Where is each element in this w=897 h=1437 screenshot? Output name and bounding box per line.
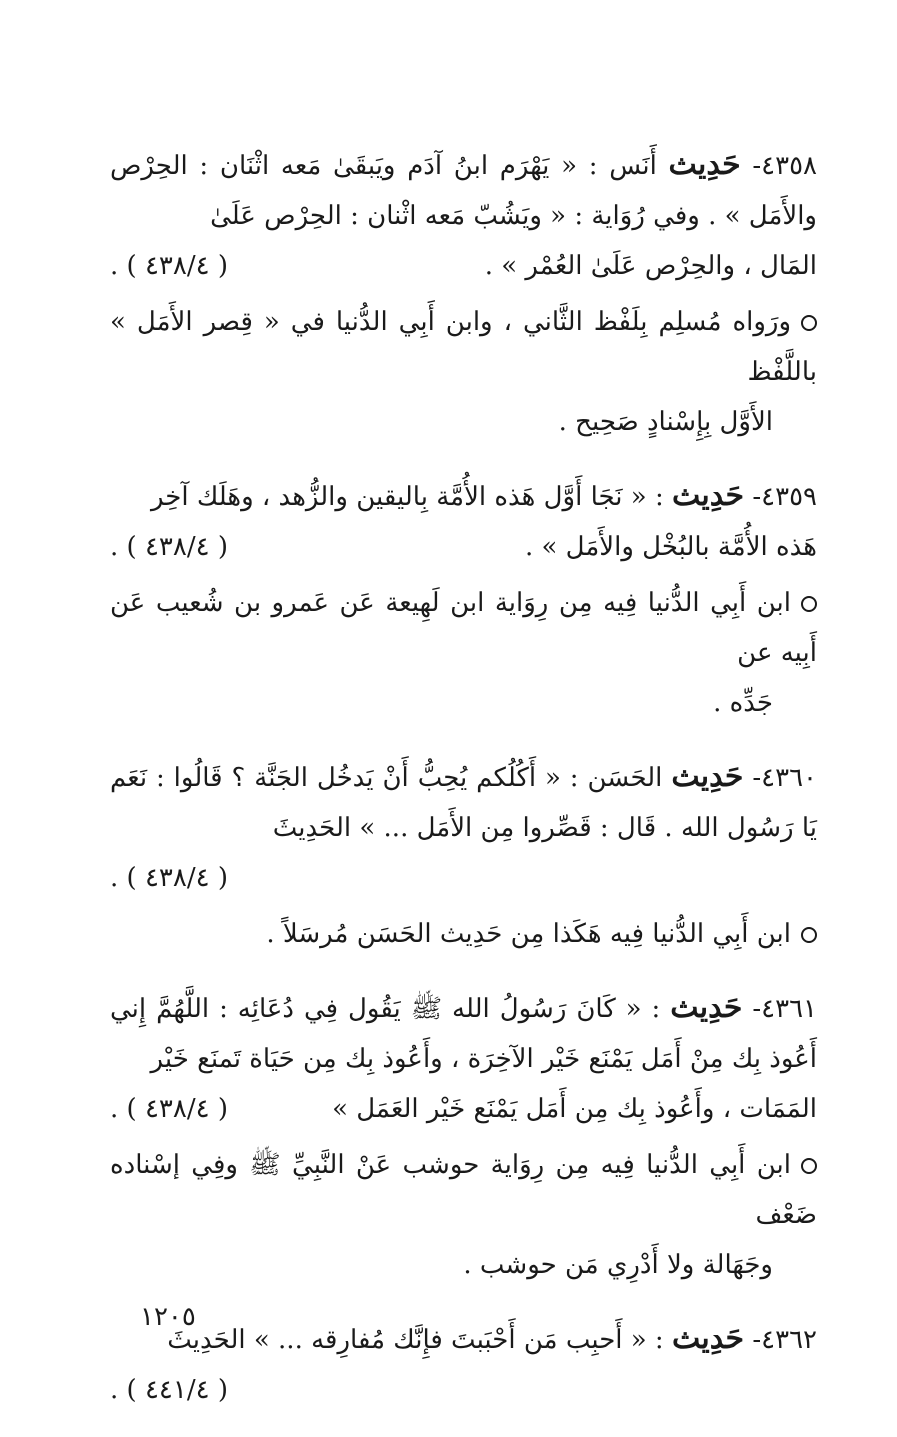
hadith-entry-4358 (110, 140, 817, 447)
note-line: جَدِّه . (713, 688, 773, 718)
takhrij-note (110, 578, 817, 728)
volume-page-reference: ( ٤٣٨/٤ ) . (110, 532, 228, 562)
hadith-number: ٤٣٦٠- (752, 763, 817, 793)
hadith-entry-4359 (110, 471, 817, 728)
note-line: وجَهَالة ولا أَدْرِي مَن حوشب . (463, 1250, 773, 1280)
hadith-last-line (110, 1365, 817, 1415)
hadith-number: ٤٣٦١- (752, 994, 818, 1024)
volume-page-reference: ( ٤٣٨/٤ ) . (110, 251, 228, 281)
takhrij-note (110, 909, 817, 959)
circle-bullet-icon (801, 596, 817, 612)
hadith-entry-4362 (110, 1314, 817, 1415)
hadith-line: الحَسَن : « أَكُلُكم يُحِبُّ أَنْ يَدخُل الجَنَّة ؟ (231, 763, 663, 793)
hadith-keyword: حَدِيث (671, 759, 744, 794)
hadith-entry-4361 (110, 983, 817, 1290)
circle-bullet-icon (801, 315, 817, 331)
hadith-keyword: حَدِيث (671, 1321, 745, 1356)
hadith-line: هَذه الأُمَّة بالبُخْل والأَمَل » . (524, 532, 817, 562)
hadith-line: : « أَحبِب مَن أَحْبَبتَ فإِنَّك مُفارِقه ... » الحَدِيثَ (167, 1325, 664, 1355)
hadith-last-line (110, 1084, 817, 1134)
hadith-entry-4360 (110, 752, 817, 959)
hadith-keyword: حَدِيث (670, 990, 743, 1025)
hadith-text (110, 983, 817, 1084)
hadith-line: أَنَس : « يَهْرَم ابنُ آدَم ويَبقَىٰ مَعه اثْنَان : الحِرْص (110, 151, 657, 181)
note-line: ابن أَبِي الدُّنيا فِيه هَكَذا مِن حَدِيث الحَسَن مُرسَلاً . (266, 919, 791, 949)
hadith-keyword: حَدِيث (668, 147, 741, 182)
note-line: ابن أَبِي الدُّنيا فِيه مِن رِوَاية حوشب عَنْ النَّبِيِّ ﷺ وفِي إسْناده ضَعْف (110, 1150, 817, 1230)
hadith-text (110, 752, 817, 853)
takhrij-note (110, 297, 817, 447)
hadith-keyword: حَدِيث (671, 478, 745, 513)
hadith-last-line (110, 853, 817, 903)
hadith-line: أَعُوذ بِك مِنْ أَمَل يَمْنَع خَيْر الآخِرَة ، وأَعُوذ بِك مِن حَيَاة تَمنَع خَيْر (150, 1044, 817, 1074)
hadith-number: ٤٣٥٩- (752, 482, 817, 512)
circle-bullet-icon (801, 1158, 817, 1174)
hadith-line: المَمَات ، وأَعُوذ بِك مِن أَمَل يَمْنَع خَيْر العَمَل » (332, 1094, 817, 1124)
hadith-line: والأَمَل » . وفي رُوَاية : « ويَشُبّ مَعه اثْنان : الحِرْص عَلَىٰ (210, 201, 817, 231)
hadith-text (110, 1314, 817, 1365)
hadith-text (110, 471, 817, 522)
page-number: ١٢٠٥ (140, 1302, 196, 1332)
note-line: الأَوَّل بِإِسْنادٍ صَحِيح . (558, 407, 773, 437)
hadith-number: ٤٣٥٨- (752, 151, 818, 181)
note-line: ورَواه مُسلِم بِلَفْظ الثَّاني ، وابن أَبِي الدُّنيا في « قِصر الأَمَل » باللَّفْظ (110, 307, 817, 387)
hadith-last-line (110, 522, 817, 572)
note-line: ابن أَبِي الدُّنيا فِيه مِن رِوَاية ابن لَهِيعة عَن عَمرو بن شُعيب عَن أَبِيه عن (110, 588, 817, 668)
volume-page-reference: ( ٤٣٨/٤ ) . (110, 863, 228, 893)
hadith-text (110, 140, 817, 241)
hadith-line: : « كَانَ رَسُولُ الله ﷺ يَقُول فِي دُعَائِه : اللَّهُمَّ إِني (110, 994, 661, 1024)
circle-bullet-icon (801, 927, 817, 943)
hadith-line: : « نَجَا أَوَّل هَذه الأُمَّة بِاليقين والزُّهد ، وهَلَك آخِر (150, 482, 664, 512)
volume-page-reference: ( ٤٤١/٤ ) . (110, 1375, 228, 1405)
volume-page-reference: ( ٤٣٨/٤ ) . (110, 1094, 228, 1124)
hadith-line: المَال ، والحِرْص عَلَىٰ العُمْر » . (484, 251, 817, 281)
takhrij-note (110, 1140, 817, 1290)
hadith-last-line (110, 241, 817, 291)
hadith-line: قَالُوا : نَعَم يَا رَسُول الله . قَال : قَصِّروا مِن الأَمَل ... » الحَدِيثَ (110, 763, 817, 843)
hadith-number: ٤٣٦٢- (752, 1325, 817, 1355)
